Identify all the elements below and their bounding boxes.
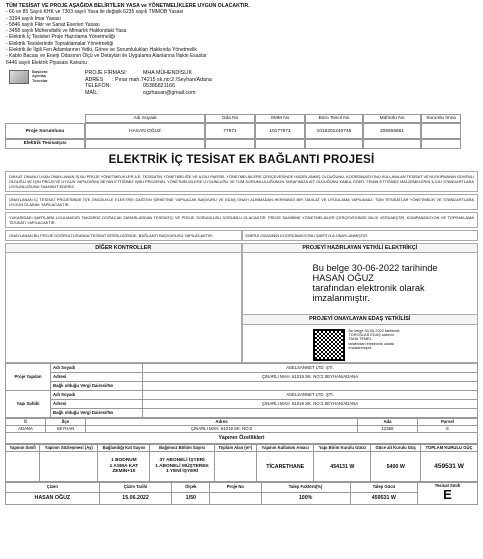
phone-label: TELEFON:	[85, 83, 111, 90]
location-table	[5, 418, 478, 433]
edas-approval	[243, 325, 478, 361]
right-note: ENERJİ ODASININ KOORDİNASYONU ŞARTIYLA ONAYLANMIŞTIR.	[242, 230, 479, 241]
firm-name-label: PROJE FİRMASI:	[85, 69, 128, 76]
legislation-line: - Elektrik ile İlgili Fen Adamlarının Yetki, Görev ve Sorumlulukları Hakkında Yönetmelik	[6, 47, 197, 54]
legislation-line: - Kablo Bacası ve Enerji Odasının Ölçü ve Detayları ile Uygulama Alanlarına İlişkin Esaslar	[6, 53, 207, 60]
notice-paragraph: DİKKAT ONUNU UYAN ONAYLANAN İŞ BU PROJE YÖNETMELİKLER İLE, TESİSATIN YÖNETMELİĞE VE İLGİLİ PARSEL YÖNETMELİKLERE ÇERÇEVESİNDE HAZIRLANMIŞ OLDUĞUNU, KOORDİNASYONU KULLANILAN TESİSAT VEYA EKİPMANIN GÜVENLİ OLDUĞU VE İŞİN PROJEYE UYGUN YAPILDIĞINI BEYAN ETTİĞİMİZ İŞBU PROJENİN, YÖNETMELİKLERE UYGUNLUĞU VE TÜM SORUMLULUĞUNUN TARAFIMIZA AİT OLDUĞUNU KABUL EDER, TEMİN ETTİĞİMİZ MALZEMELERİN İLGİLİ STANDARTLARA UYGUNLUĞUNU TAAHHÜT EDERİZ.	[5, 171, 478, 192]
location-header: İl	[6, 419, 46, 426]
legislation-list	[5, 3, 478, 66]
drawer-name: HASAN OĞUZ	[6, 493, 100, 505]
buro-no: 1016201240748	[305, 123, 363, 139]
yapi-header: Bağımsız Bölüm Sayısı	[150, 445, 214, 452]
e-signature	[243, 253, 478, 303]
builder-label: Proje Yapılan	[6, 364, 51, 391]
responsible-name: HASAN OĞUZ	[85, 123, 205, 139]
draw-date: 15.06.2022	[99, 493, 172, 505]
row-label: Bağlı olduğu Vergi Dairesi/No	[51, 409, 143, 418]
yapi-table	[5, 444, 478, 482]
location-ilce: SEYHAN	[46, 426, 86, 433]
yapi-header: Bağlandığı Kat Sayısı	[98, 445, 150, 452]
oda-no: 77971	[205, 123, 255, 139]
logo-line: Başkent	[32, 68, 48, 74]
firm-mail: ogzhasan@gmail.com	[143, 89, 196, 96]
firm-address: : Pınar mah.74215 sk.no:2 /Seyhan/Adana	[112, 76, 212, 83]
sig-line: imzalanmıştır.	[312, 293, 370, 304]
location-ada: 12368	[358, 426, 418, 433]
row-label: Adresi	[51, 400, 143, 409]
owner-address: ÇINARLI MAH. 61019 SK. NO:2 SEYHAN/ADANA	[143, 400, 478, 409]
responsible-label: Proje Sorumlusu	[5, 123, 85, 139]
location-header: Parsel	[418, 419, 478, 426]
yapi-title: Yapının Özellikleri	[5, 433, 478, 444]
yapi-value: TİCARETHANE	[257, 452, 314, 482]
muhurlu-no: 206555661	[363, 123, 421, 139]
edas-line: tarafından elektronik olarak	[348, 341, 395, 346]
location-parsel: 8	[418, 426, 478, 433]
col-header: Büro Tescil No	[305, 114, 363, 124]
col-header: Mühürlü No	[363, 114, 421, 124]
footer-header: Talep Faktörü(%)	[261, 483, 350, 493]
responsible-table	[5, 114, 478, 149]
owner-label: Yapı Sahibi	[6, 391, 51, 418]
total-power: 459531 W	[421, 452, 478, 482]
firm-name: MHA MÜHENDİSLİK	[143, 69, 193, 76]
logo	[5, 70, 73, 84]
yapi-header: Yapı Birim Kurulu Gücü	[314, 445, 371, 452]
other-controls	[5, 243, 242, 363]
edas-line: imzalanmıştır.	[348, 346, 372, 351]
footer-table	[5, 482, 478, 505]
owner-name: ASELSANNET LTD. ŞTİ.	[143, 391, 478, 400]
legislation-line: - 66 ve 85 Sayılı KHK ve 7303 sayılı Yasa ile değişik 6235 sayılı TMMOB Yasası	[6, 9, 184, 16]
footer-header: Talep Gücü	[350, 483, 417, 493]
legislation-title: TÜM TESİSAT VE PROJE AŞAĞIDA BELİRTİLEN YASA ve YÖNETMELİKLERE UYGUN OLACAKTIR.	[6, 3, 250, 9]
logo-line: Toroslar	[32, 77, 48, 83]
yapi-header: Yapının Kullanım Amacı	[257, 445, 314, 452]
mail-label: MAİL:	[85, 89, 99, 96]
row-label: Adı Soyadı	[51, 364, 143, 373]
yapi-value: 5400 W	[371, 452, 421, 482]
row-label: Adı Soyadı	[51, 391, 143, 400]
yapi-header: Yapının Sınıfı	[6, 445, 40, 452]
demand-power: 459531 W	[350, 493, 417, 505]
firm-phone: 05386821166	[143, 83, 176, 90]
signature-cell	[421, 123, 461, 139]
edas-line: Bu belge 30-06-2022 tarihinde	[348, 328, 400, 333]
yapi-header: Yapının Sözleşmesi (Ay)	[40, 445, 98, 452]
row-label: Adresi	[51, 373, 143, 382]
electrician-head: PROJEYİ HAZIRLAYAN YETKİLİ ELEKTRİKÇİ	[243, 244, 478, 253]
smm-no: 10177971	[255, 123, 305, 139]
yapi-value	[214, 452, 256, 482]
location-address: ÇINARLI MAH. 61019 SK. NO:2	[86, 426, 358, 433]
yapi-value	[40, 452, 98, 482]
footer-header: Çizen	[6, 483, 100, 493]
col-header: Adı Soyadı	[85, 114, 205, 124]
legislation-line: - 3458 sayılı Mühendislik ve Mimarlık Hakkındaki Yasa	[6, 28, 127, 35]
logo-icon	[9, 70, 29, 84]
legislation-line: - 3194 sayılı İmar Yasası	[6, 15, 61, 22]
demand-factor: 100%	[261, 493, 350, 505]
owner-table	[5, 363, 478, 418]
legislation-line: - Elektrik İç Tesisleri Proje Hazırlama Yönetmeliği	[6, 34, 115, 41]
edas-head: PROJEYİ ONAYLAYAN EDAŞ YETKİLİSİ	[243, 314, 478, 324]
notice-paragraph: YUKARIDAKİ ŞARTLARA UYULMADIĞI TAKDİRDE DOĞACAK ZARARLARDAN TESİSATÇI VE PROJE SORUMLUSU SORUMLU OLACAKTIR. PROJE SAHİBİNE YÖNETMELİKLER ÇERÇEVESİNDE BİLGİ VERİLMİŞTİR. KOMPANZASYON VE TOPRAKLAMA TESİSATI YAPILACAKTIR.	[5, 212, 478, 228]
edas-line: TOROSLAR EDAŞ sistemi	[348, 333, 394, 338]
location-header: Ada	[358, 419, 418, 426]
yapi-header: Toplam Alan (m²)	[214, 445, 256, 452]
col-header: Oda No	[205, 114, 255, 124]
col-header: Sorumlu İmza	[421, 114, 461, 124]
builder-address: ÇINARLI MAH. 61019 SK. NO:2 SEYHAN/ADANA	[143, 373, 478, 382]
legislation-line: - Elektrik Tesislerinde Topraklamalar Yönetmeliği	[6, 40, 114, 47]
footer-header: Proje No	[210, 483, 261, 493]
edas-line: TAHA TEMEL	[348, 337, 372, 342]
location-il: ADANA	[6, 426, 46, 433]
legislation-line: - 5846 sayılı Fikir ve Sanat Eserleri Yasası	[6, 21, 100, 28]
controls-section	[5, 243, 478, 363]
firm-info	[73, 70, 212, 96]
document-title: ELEKTRİK İÇ TESİSAT EK BAĞLANTI PROJESİ	[108, 154, 375, 166]
footer-header: Çizim Tarihi	[99, 483, 172, 493]
row-label: Bağlı olduğu Vergi Dairesi/No	[51, 382, 143, 391]
builder-name: ASELSANNET LTD. ŞTİ.	[143, 364, 478, 373]
yapi-value: 454131 W	[314, 452, 371, 482]
electrician-label: Elektrik Tesisatçısı	[5, 139, 85, 149]
sig-line: tarafından elektronik olarak	[312, 283, 425, 294]
other-controls-head: DİĞER KONTROLLER	[6, 244, 241, 253]
col-header: SMM No	[255, 114, 305, 124]
location-header: İlçe	[46, 419, 86, 426]
yapi-header: Güce ait Kurulu Güç	[371, 445, 421, 452]
scale: 1/50	[172, 493, 210, 505]
yapi-value	[6, 452, 40, 482]
tesisat-class: E	[443, 487, 452, 503]
footer-header: Tesisat Sınıfı E	[418, 483, 478, 505]
qr-code-icon	[313, 329, 345, 361]
sig-line: HASAN OĞUZ	[312, 273, 374, 284]
project-no	[210, 493, 261, 505]
yapi-header: TOPLAM KURULU GÜÇ	[421, 445, 478, 452]
left-note: ONAYLANAN BU PROJE DOĞRULTUSUNDA TESİSAT BİTİRİLDİĞİNDE, BAĞLANTI BAŞVURUSU YAPILACAKTIR.	[5, 230, 242, 241]
notes-row	[5, 230, 478, 241]
yapi-value: 1 BODRUM 1 ASMA KAT ZEMİN+10	[98, 452, 150, 482]
notice-paragraph: ONAYLANAN İÇ TESİSAT PROJESİNDE İŞ'E ÖNCELİKLE ELEKTRİK DAĞITIM ŞİRKETİNE YAPILACAK BAŞVURU VE EDAŞ ONAYI ALINMADAN HERHANGİ BİR TADİLAT VE UYGULAMA YAPILAMAZ. TÜM TESİSATLAR YÖNETMELİK VE STANDARTLARA UYGUN OLARAK YAPILACAKTIR.	[5, 194, 478, 210]
logo-line: Ayedaş	[32, 73, 47, 79]
address-label: ADRES	[85, 76, 104, 83]
company-block	[5, 70, 478, 114]
yapi-value: 37 ABONELİ İŞYERİ 1 ABONELİ MÜŞTEREK 1 YENİ İŞYERİ	[150, 452, 214, 482]
footer-header: Ölçek	[172, 483, 210, 493]
signature-panel	[242, 243, 479, 363]
legislation-line: 6446 sayılı Elektrik Piyasası Kanunu	[6, 59, 87, 66]
sig-line: Bu belge 30-06-2022 tarihinde	[312, 263, 438, 274]
location-header: Adres	[86, 419, 358, 426]
